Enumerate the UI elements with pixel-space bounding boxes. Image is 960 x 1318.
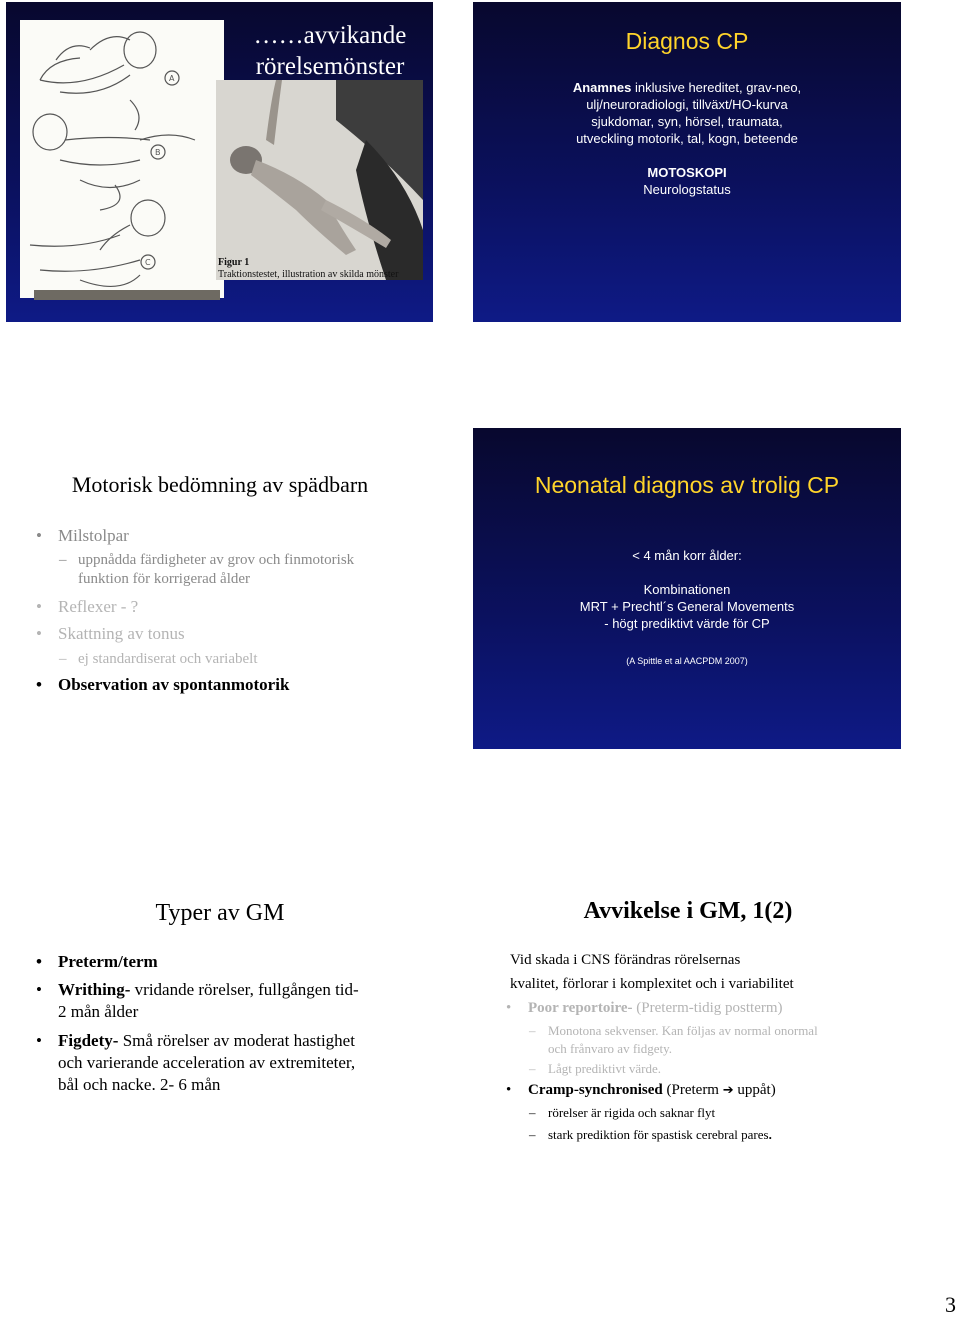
traction-test-sketch	[20, 20, 224, 298]
caption-line2: Traktionstestet, illustration av skilda mönster	[218, 269, 399, 280]
marker-b: B	[155, 148, 161, 157]
slide-neonatal-diagnos	[473, 428, 901, 749]
cramp-text-end: uppåt)	[733, 1082, 776, 1098]
sub-milstolpar	[78, 551, 354, 589]
slide-gm-types	[20, 880, 440, 1200]
fidgety-label: Figdety-	[58, 1031, 119, 1050]
sub-monotona-line1: – Monotona sekvenser. Kan följas av normal onormal	[548, 1023, 818, 1038]
cramp-label: Cramp-synchronised	[528, 1082, 663, 1098]
motoskopi-block	[473, 164, 901, 198]
slide1-title-line1: ……avvikande	[253, 22, 407, 49]
fidgety-text-line3: bål och nacke. 2- 6 mån	[58, 1075, 221, 1094]
sub-monotona	[548, 1022, 818, 1058]
sub-tonus: – ej standardiserat och variabelt	[78, 650, 258, 669]
writhing-text-line2: 2 mån ålder	[58, 1002, 139, 1021]
slide3-title: Motorisk bedömning av spädbarn	[71, 472, 369, 497]
bullet-milstolpar: • Milstolpar	[58, 525, 129, 547]
marker-a: A	[169, 74, 175, 83]
anamnes-text: inklusive hereditet, grav-neo,	[631, 80, 802, 95]
predictive-line: - högt prediktivt värde för CP	[604, 616, 770, 631]
bullet-fidgety	[58, 1030, 418, 1096]
anamnes-paragraph	[473, 79, 901, 147]
bullet-preterm-term: • Preterm/term	[58, 951, 158, 973]
kombinationen-line: Kombinationen	[643, 582, 731, 597]
age-line: < 4 mån korr ålder:	[632, 548, 742, 563]
bullet-spontanmotorik: • Observation av spontanmotorik	[58, 674, 289, 696]
fidgety-text: Små rörelser av moderat hastighet	[118, 1031, 355, 1050]
slide6-title: Avvikelse i GM, 1(2)	[583, 898, 793, 924]
sub-lagt-prediktivt: – Lågt prediktivt värde.	[548, 1060, 661, 1078]
marker-c: C	[145, 258, 151, 267]
bullet-reflexer: • Reflexer - ?	[58, 596, 138, 618]
sub-stark-prediktion	[548, 1126, 772, 1144]
sub-rigida: – rörelser är rigida och saknar flyt	[548, 1104, 715, 1122]
infant-traction-photo	[216, 80, 423, 280]
slide1-title	[230, 20, 430, 82]
anamnes-line2: ulj/neuroradiologi, tillväxt/HO-kurva	[586, 97, 788, 112]
bullet-tonus: • Skattning av tonus	[58, 623, 185, 645]
reference-line: (A Spittle et al AACPDM 2007)	[626, 656, 748, 666]
cramp-text: (Preterm	[662, 1082, 723, 1098]
anamnes-line4: utveckling motorik, tal, kogn, beteende	[576, 131, 798, 146]
slide2-title: Diagnos CP	[625, 28, 749, 54]
figure-caption	[218, 257, 398, 281]
slide5-title: Typer av GM	[155, 900, 285, 926]
sub-stark-prediktion-period: .	[768, 1127, 772, 1142]
slide-abnormal-movement-patterns	[6, 2, 433, 322]
writhing-text: vridande rörelser, fullgången tid-	[130, 980, 359, 999]
arrow-right-icon: ➔	[722, 1083, 734, 1098]
slide1-title-line2: rörelsemönster	[255, 53, 405, 80]
infant-sketch-illustration	[20, 20, 224, 298]
fidgety-text-line2: och varierande acceleration av extremiteter,	[58, 1053, 356, 1072]
sub-monotona-line2: och frånvaro av fidgety.	[548, 1041, 673, 1056]
motoskopi-label: MOTOSKOPI	[647, 165, 727, 180]
neurologstatus-label: Neurologstatus	[643, 182, 731, 197]
bullet-cramp-synchronised	[528, 1080, 776, 1101]
slide-diagnos-cp	[473, 2, 901, 322]
sub-milstolpar-line1: – uppnådda färdigheter av grov och finmotorisk	[78, 552, 355, 568]
bullet-writhing	[58, 979, 418, 1023]
bullet-poor-repertoire	[528, 998, 783, 1018]
page-number: 3	[945, 1292, 956, 1317]
anamnes-label: Anamnes	[572, 80, 632, 95]
slide4-title: Neonatal diagnos av trolig CP	[534, 472, 840, 498]
mrt-gm-line: MRT + Prechtl´s General Movements	[579, 599, 795, 614]
caption-line1: Figur 1	[218, 257, 250, 268]
photo-graphic	[216, 80, 423, 280]
intro-line2: kvalitet, förlorar i komplexitet och i variabilitet	[510, 976, 794, 992]
anamnes-line3: sjukdomar, syn, hörsel, traumata,	[591, 114, 783, 129]
poor-repertoire-label: Poor reportoire-	[528, 1000, 633, 1016]
slide-motor-assessment	[20, 430, 440, 750]
poor-repertoire-text: (Preterm-tidig postterm)	[632, 1000, 783, 1016]
photo-bottom-strip	[34, 290, 220, 300]
intro-line1: Vid skada i CNS förändras rörelsernas	[510, 952, 741, 968]
slide-gm-deviation	[490, 880, 910, 1200]
sub-milstolpar-line2: funktion för korrigerad ålder	[78, 571, 251, 587]
sub-stark-prediktion-text: stark prediktion för spastisk cerebral pares	[548, 1127, 769, 1142]
writhing-label: Writhing-	[58, 980, 131, 999]
